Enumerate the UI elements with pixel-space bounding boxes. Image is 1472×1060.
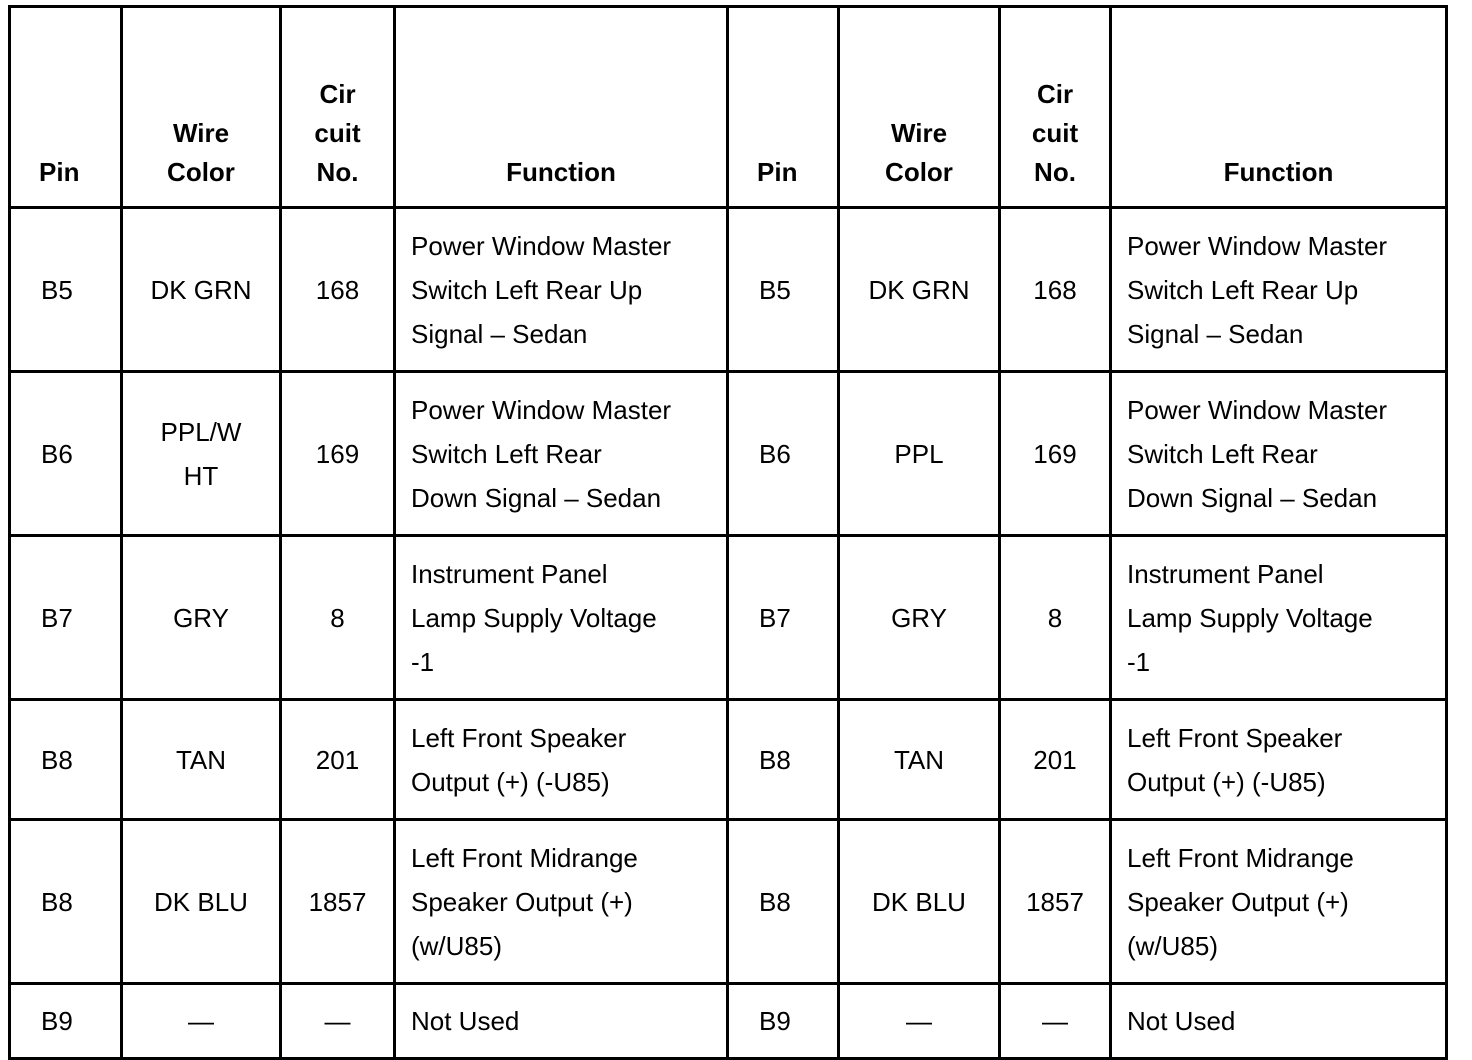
header-function-right: Function bbox=[1111, 7, 1447, 208]
circuit-cell: 1857 bbox=[281, 820, 395, 984]
function-cell: Instrument Panel Lamp Supply Voltage -1 bbox=[1111, 536, 1447, 700]
header-pin-right: Pin bbox=[728, 7, 839, 208]
wire-color-cell: DK BLU bbox=[122, 820, 281, 984]
pinout-table bbox=[8, 5, 1448, 1060]
table-row bbox=[10, 536, 1447, 700]
header-circuit-right: Cir cuit No. bbox=[1000, 7, 1111, 208]
circuit-cell: 201 bbox=[1000, 700, 1111, 820]
pin-cell: B5 bbox=[10, 208, 122, 372]
function-cell: Power Window Master Switch Left Rear Up Signal – Sedan bbox=[395, 208, 728, 372]
circuit-cell: 201 bbox=[281, 700, 395, 820]
circuit-cell: 1857 bbox=[1000, 820, 1111, 984]
header-wire-color-right: Wire Color bbox=[839, 7, 1000, 208]
wire-color-cell: PPL bbox=[839, 372, 1000, 536]
pin-cell: B8 bbox=[10, 820, 122, 984]
header-pin-left: Pin bbox=[10, 7, 122, 208]
table-row bbox=[10, 984, 1447, 1059]
function-cell: Left Front Midrange Speaker Output (+) (w/U85) bbox=[395, 820, 728, 984]
function-cell: Not Used bbox=[1111, 984, 1447, 1059]
pin-cell: B7 bbox=[10, 536, 122, 700]
header-row bbox=[10, 7, 1447, 208]
wire-color-cell: — bbox=[839, 984, 1000, 1059]
wire-color-cell: GRY bbox=[122, 536, 281, 700]
pin-cell: B8 bbox=[10, 700, 122, 820]
function-cell: Left Front Speaker Output (+) (-U85) bbox=[395, 700, 728, 820]
pin-cell: B6 bbox=[728, 372, 839, 536]
function-cell: Power Window Master Switch Left Rear Down Signal – Sedan bbox=[1111, 372, 1447, 536]
pin-cell: B6 bbox=[10, 372, 122, 536]
header-wire-color-left: Wire Color bbox=[122, 7, 281, 208]
wire-color-cell: PPL/W HT bbox=[122, 372, 281, 536]
circuit-cell: — bbox=[281, 984, 395, 1059]
circuit-cell: 168 bbox=[1000, 208, 1111, 372]
circuit-cell: 168 bbox=[281, 208, 395, 372]
circuit-cell: 169 bbox=[281, 372, 395, 536]
circuit-cell: — bbox=[1000, 984, 1111, 1059]
function-cell: Power Window Master Switch Left Rear Up Signal – Sedan bbox=[1111, 208, 1447, 372]
pin-cell: B9 bbox=[10, 984, 122, 1059]
table-row bbox=[10, 820, 1447, 984]
wire-color-cell: DK GRN bbox=[839, 208, 1000, 372]
header-function-left: Function bbox=[395, 7, 728, 208]
pin-cell: B7 bbox=[728, 536, 839, 700]
function-cell: Not Used bbox=[395, 984, 728, 1059]
pin-cell: B9 bbox=[728, 984, 839, 1059]
header-circuit-left: Cir cuit No. bbox=[281, 7, 395, 208]
function-cell: Left Front Speaker Output (+) (-U85) bbox=[1111, 700, 1447, 820]
table-row bbox=[10, 208, 1447, 372]
pin-cell: B8 bbox=[728, 700, 839, 820]
wire-color-cell: TAN bbox=[122, 700, 281, 820]
circuit-cell: 8 bbox=[1000, 536, 1111, 700]
function-cell: Instrument Panel Lamp Supply Voltage -1 bbox=[395, 536, 728, 700]
circuit-cell: 8 bbox=[281, 536, 395, 700]
wire-color-cell: DK BLU bbox=[839, 820, 1000, 984]
table-row bbox=[10, 700, 1447, 820]
pin-cell: B8 bbox=[728, 820, 839, 984]
table-row bbox=[10, 372, 1447, 536]
wire-color-cell: GRY bbox=[839, 536, 1000, 700]
wire-color-cell: — bbox=[122, 984, 281, 1059]
wire-color-cell: TAN bbox=[839, 700, 1000, 820]
wire-color-cell: DK GRN bbox=[122, 208, 281, 372]
pin-cell: B5 bbox=[728, 208, 839, 372]
circuit-cell: 169 bbox=[1000, 372, 1111, 536]
function-cell: Left Front Midrange Speaker Output (+) (w/U85) bbox=[1111, 820, 1447, 984]
function-cell: Power Window Master Switch Left Rear Down Signal – Sedan bbox=[395, 372, 728, 536]
